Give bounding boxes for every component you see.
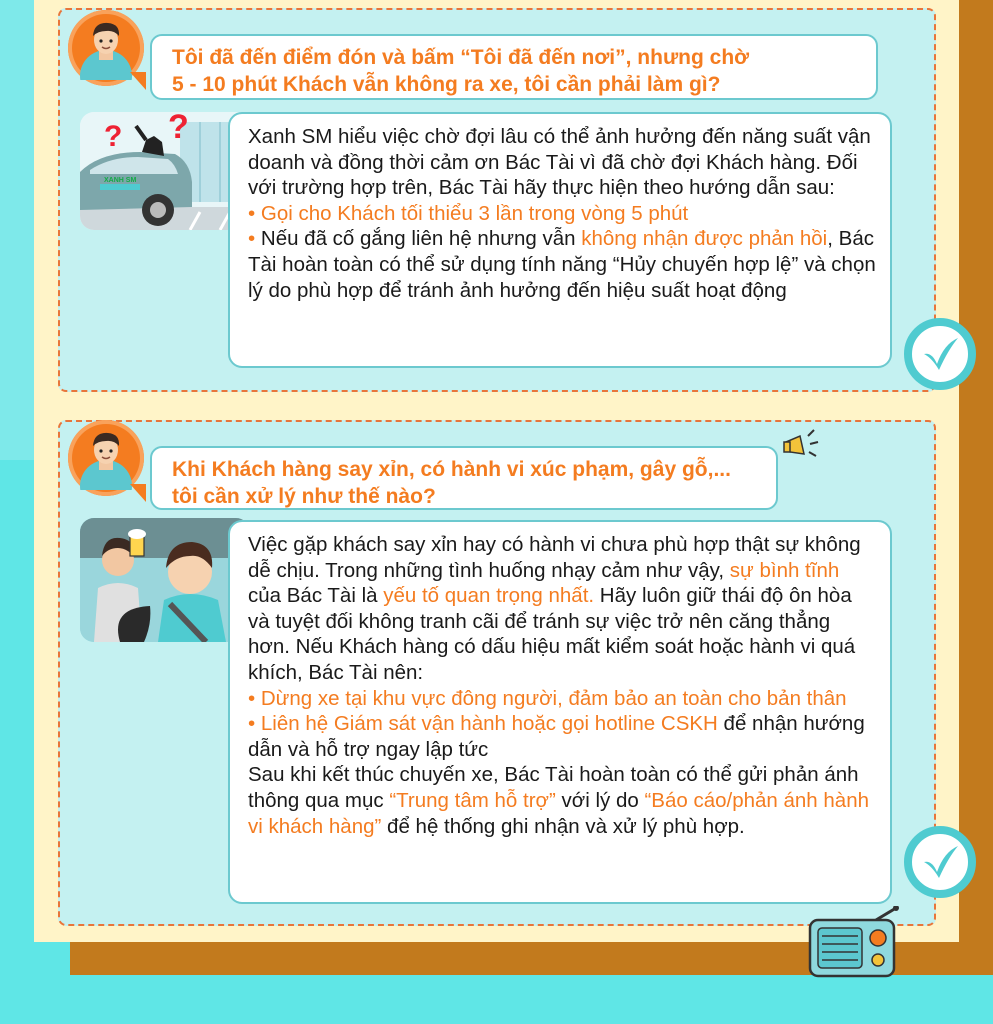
answer-1-bullet-2-highlight: không nhận được phản hồi	[581, 227, 828, 251]
answer-2-paragraph-2	[248, 762, 876, 839]
answer-1	[228, 112, 892, 368]
answer-2-bullet-2-highlight: • Liên hệ Giám sát vận hành hoặc gọi hotline CSKH	[248, 712, 718, 736]
answer-2-p1-b: của Bác Tài là	[248, 584, 384, 608]
car-brand-text: XANH SM	[104, 177, 137, 184]
svg-text:?: ?	[168, 112, 189, 146]
check-icon	[904, 826, 976, 898]
question-2-line-1: Khi Khách hàng say xỉn, có hành vi xúc phạm, gây gỗ,...	[172, 458, 731, 481]
question-1	[150, 34, 878, 100]
answer-2-p1-c: Hãy luôn giữ thái độ ôn hòa và tuyệt đối không tranh cãi để tránh sự việc trở nên căng thẳng hơn. Nếu Khách hàng có dấu hiệu mất kiểm soát hoặc hành vi quá khích, Bác Tài nên:	[248, 584, 856, 684]
svg-text:?: ?	[104, 120, 123, 153]
answer-1-intro: Xanh SM hiểu việc chờ đợi lâu có thể ảnh hưởng đến năng suất vận doanh và đồng thời cảm ơn Bác Tài vì đã chờ đợi Khách hàng. Đối với trường hợp trên, Bác Tài hãy thực hiện theo hướng dẫn sau:	[248, 125, 871, 200]
answer-2-p2-b: với lý do	[555, 788, 645, 812]
check-icon	[904, 318, 976, 390]
answer-1-bullet-2	[248, 226, 876, 303]
answer-1-bullet-2-post: , Bác Tài hoàn toàn có thể sử dụng tính năng “Hủy chuyến hợp lệ” và chọn lý do phù hợp để tránh ảnh hưởng đến hiệu suất hoạt động	[248, 227, 876, 302]
bullet-dot: •	[248, 227, 256, 251]
radio-icon	[806, 906, 902, 986]
drunk-passenger-illustration	[80, 518, 250, 642]
answer-2-p2-c: để hệ thống ghi nhận và xử lý phù hợp.	[381, 814, 745, 838]
avatar-tail	[130, 484, 146, 502]
answer-2-bullet-1: • Dừng xe tại khu vực đông người, đảm bảo an toàn cho bản thân	[248, 686, 847, 710]
answer-2-p1-a: Việc gặp khách say xỉn hay có hành vi chưa phù hợp thật sự không dễ chịu. Trong những tình huống nhạy cảm như vậy,	[248, 533, 861, 582]
answer-2-bullet-2-post: để nhận hướng dẫn và hỗ trợ ngay lập tức	[248, 712, 865, 761]
answer-2-p2-highlight-1: “Trung tâm hỗ trợ”	[389, 788, 556, 812]
answer-2-p1-highlight-2: yếu tố quan trọng nhất.	[383, 584, 595, 608]
megaphone-icon	[782, 428, 822, 464]
answer-1-bullet-1: • Gọi cho Khách tối thiểu 3 lần trong vòng 5 phút	[248, 201, 689, 225]
answer-2-p2-highlight-2: “Báo cáo/phản ánh hành vi khách hàng”	[248, 788, 870, 838]
answer-2	[228, 520, 892, 904]
answer-1-bullet-2-pre: Nếu đã cố gắng liên hệ nhưng vẫn	[255, 227, 582, 251]
answer-2-p2-a: Sau khi kết thúc chuyến xe, Bác Tài hoàn toàn có thể gửi phản ánh thông qua mục	[248, 763, 859, 812]
answer-2-paragraph-1	[248, 532, 876, 686]
answer-2-bullet-2	[248, 711, 876, 762]
avatar-tail	[130, 72, 146, 90]
answer-2-p1-highlight-1: sự bình tĩnh	[729, 558, 840, 582]
question-2-line-2: tôi cần xử lý như thế nào?	[172, 485, 436, 508]
question-1-line-2: 5 - 10 phút Khách vẫn không ra xe, tôi cần phải làm gì?	[172, 73, 721, 96]
question-2	[150, 446, 778, 510]
question-1-line-1: Tôi đã đến điểm đón và bấm “Tôi đã đến nơi”, nhưng chờ	[172, 46, 750, 69]
